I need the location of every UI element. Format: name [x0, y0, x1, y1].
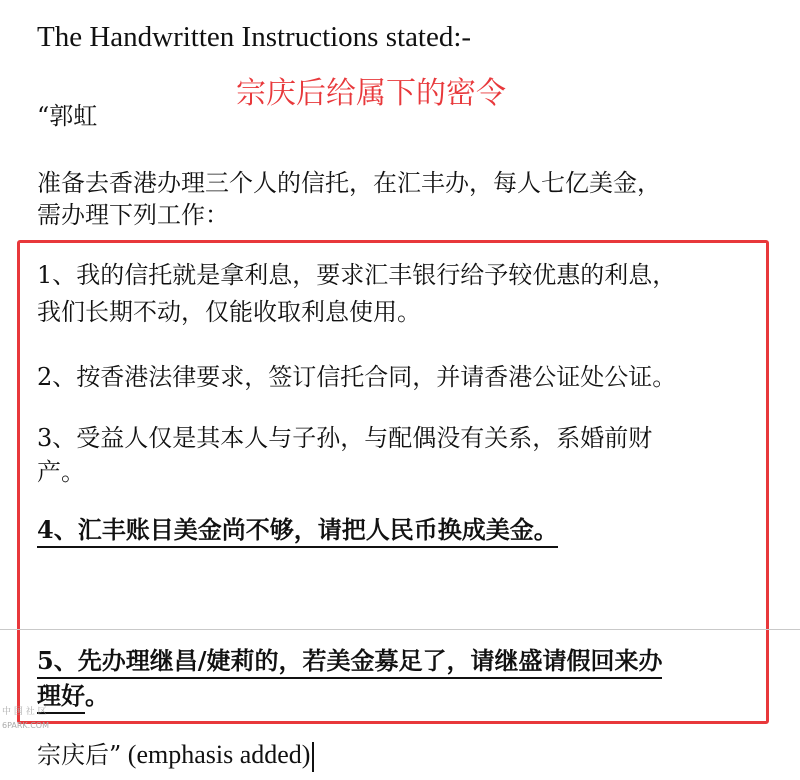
item-5-period: 。	[85, 681, 109, 710]
intro-line-1: 准备去香港办理三个人的信托，在汇丰办，每人七亿美金，	[37, 169, 661, 197]
signoff-name: 宗庆后”	[37, 741, 122, 769]
item-4-line-1	[37, 514, 558, 546]
item-4-emphasis: 4、汇丰账目美金尚不够，请把人民币换成美金。	[37, 515, 558, 548]
watermark-logo: 中 国 社 区	[2, 707, 47, 717]
item-3-line-2: 产。	[37, 458, 85, 486]
page-break-rule	[0, 629, 800, 630]
salutation: “郭虹	[37, 102, 98, 130]
item-1-line-1: 1、我的信托就是拿利息，要求汇丰银行给予较优惠的利息，	[37, 261, 677, 289]
text-cursor	[312, 742, 314, 772]
intro-line-2: 需办理下列工作：	[37, 201, 229, 229]
item-1-line-2: 我们长期不动，仅能收取利息使用。	[37, 298, 421, 326]
item-2-line-1: 2、按香港法律要求，签订信托合同，并请香港公证处公证。	[37, 363, 677, 391]
item-5-line-2	[37, 680, 109, 712]
item-3-line-1: 3、受益人仅是其本人与子孙，与配偶没有关系，系婚前财	[37, 424, 653, 452]
item-5-line-1	[37, 645, 662, 677]
item-5-emphasis-2: 理好	[37, 681, 85, 714]
signoff	[37, 739, 314, 772]
red-annotation-caption: 宗庆后给属下的密令	[236, 76, 506, 111]
signoff-note: (emphasis added)	[121, 740, 311, 769]
document-heading: The Handwritten Instructions stated:-	[37, 21, 472, 53]
item-5-emphasis-1: 5、先办理继昌/婕莉的，若美金募足了，请继盛请假回来办	[37, 646, 662, 679]
watermark-url: 6PARK.COM	[2, 721, 50, 730]
